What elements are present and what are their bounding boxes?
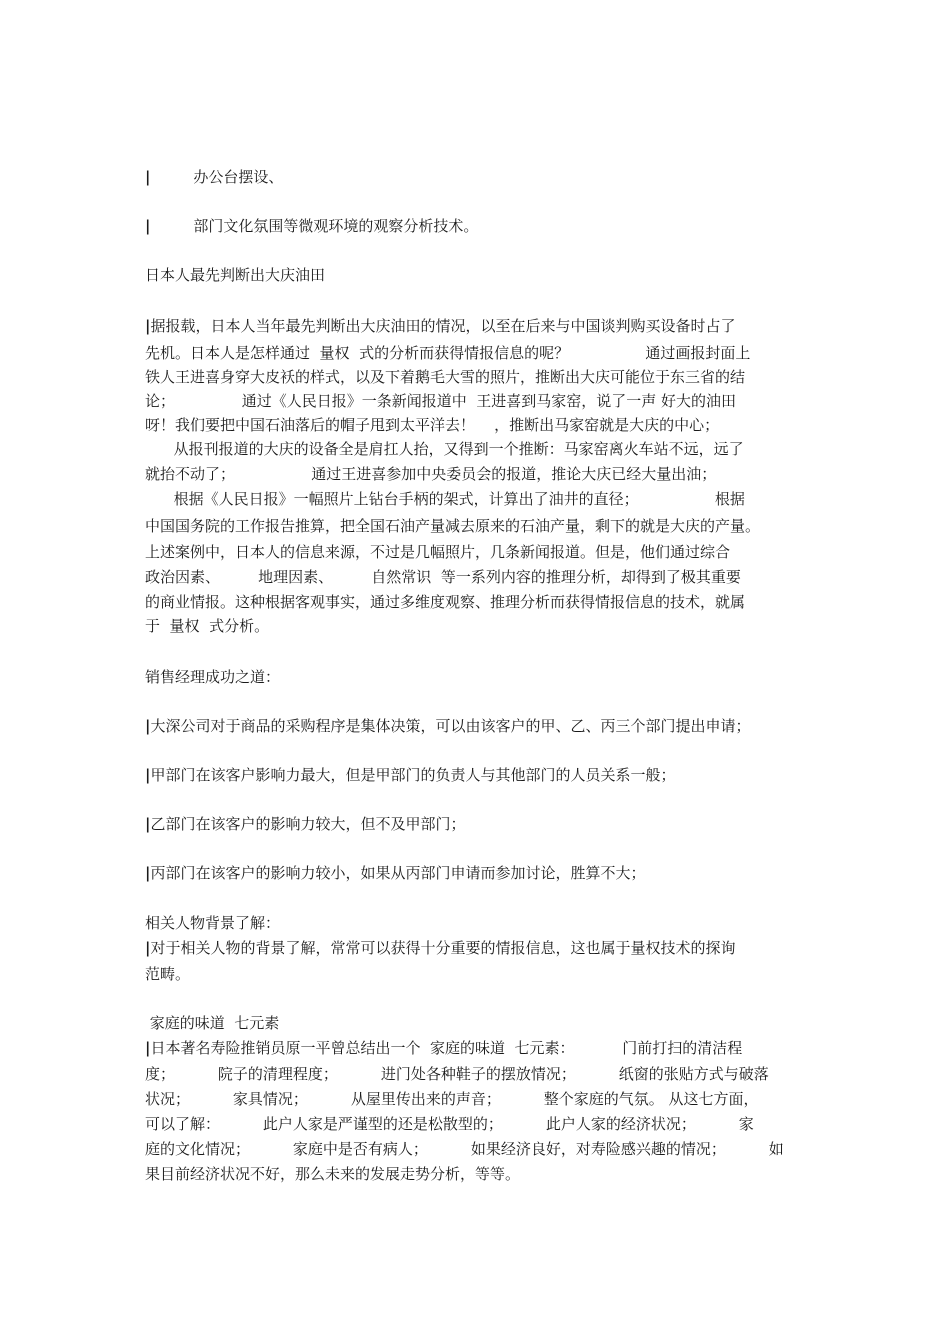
bullet-bar-icon: | xyxy=(145,815,151,833)
paragraph-line: 于 量权 式分析。 xyxy=(145,617,270,635)
paragraph-line: 上述案例中，日本人的信息来源，不过是几幅照片，几条新闻报道。但是，他们通过综合 xyxy=(145,543,731,561)
paragraph-line: 就抬不动了； 通过王进喜参加中央委员会的报道，推论大庆已经大量出油； xyxy=(145,465,717,483)
section-heading: 销售经理成功之道： xyxy=(145,668,281,686)
list-item: |大深公司对于商品的采购程序是集体决策，可以由该客户的甲、乙、丙三个部门提出申请； xyxy=(145,717,751,735)
list-item: |甲部门在该客户影响力最大，但是甲部门的负责人与其他部门的人员关系一般； xyxy=(145,766,676,784)
bullet-bar-icon: | xyxy=(145,217,151,235)
bullet-bar-icon: | xyxy=(145,939,151,957)
bullet-bar-icon: | xyxy=(145,168,151,186)
paragraph-line: 状况； 家具情况； 从屋里传出来的声音； 整个家庭的气氛。 从这七方面， xyxy=(145,1090,759,1108)
list-item: | 办公台摆设、 xyxy=(145,168,284,186)
paragraph-line: 根据《人民日报》一幅照片上钻台手柄的架式，计算出了油井的直径； 根据 xyxy=(145,490,745,508)
list-item: | 部门文化氛围等微观环境的观察分析技术。 xyxy=(145,217,479,235)
paragraph-line: 论； 通过《人民日报》一条新闻报道中 王进喜到马家窑，说了一声 好大的油田 xyxy=(145,392,737,410)
paragraph-line: 可以了解： 此户人家是严谨型的还是松散型的； 此户人家的经济状况； 家 xyxy=(145,1115,754,1133)
paragraph-line: 先机。日本人是怎样通过 量权 式的分析而获得情报信息的呢？ 通过画报封面上 xyxy=(145,344,751,362)
paragraph-line: 从报刊报道的大庆的设备全是肩扛人抬，又得到一个推断：马家窑离火车站不远，远了 xyxy=(145,440,744,458)
bullet-bar-icon: | xyxy=(145,717,151,735)
bullet-bar-icon: | xyxy=(145,766,151,784)
paragraph-line: 果目前经济状况不好，那么未来的发展走势分析，等等。 xyxy=(145,1165,521,1183)
paragraph-line: 中国国务院的工作报告推算，把全国石油产量减去原来的石油产量，剩下的就是大庆的产量。 xyxy=(145,517,761,535)
bullet-bar-icon: | xyxy=(145,864,151,882)
list-item: |乙部门在该客户的影响力较大，但不及甲部门； xyxy=(145,815,466,833)
section-heading: 日本人最先判断出大庆油田 xyxy=(145,266,326,284)
section-heading: 家庭的味道 七元素 xyxy=(145,1014,280,1032)
paragraph-line: 铁人王进喜身穿大皮袄的样式，以及下着鹅毛大雪的照片，推断出大庆可能位于东三省的结 xyxy=(145,368,746,386)
paragraph-line: |据报载，日本人当年最先判断出大庆油田的情况，以至在后来与中国谈判购买设备时占了 xyxy=(145,317,736,335)
section-heading: 相关人物背景了解： xyxy=(145,914,281,932)
paragraph-line: |日本著名寿险推销员原一平曾总结出一个 家庭的味道 七元素： 门前打扫的清洁程 xyxy=(145,1039,743,1057)
list-item: |丙部门在该客户的影响力较小，如果从丙部门申请而参加讨论，胜算不大； xyxy=(145,864,646,882)
paragraph-line: 范畴。 xyxy=(145,965,191,983)
paragraph-line: 呀！我们要把中国石油落后的帽子甩到太平洋去！ ，推断出马家窑就是大庆的中心； xyxy=(145,416,720,434)
bullet-bar-icon: | xyxy=(145,317,151,335)
paragraph-line: 政治因素、 地理因素、 自然常识 等一系列内容的推理分析，却得到了极其重要 xyxy=(145,568,741,586)
paragraph-line: 庭的文化情况； 家庭中是否有病人； 如果经济良好，对寿险感兴趣的情况； 如 xyxy=(145,1140,784,1158)
paragraph-line: 的商业情报。这种根据客观事实，通过多维度观察、推理分析而获得情报信息的技术，就属 xyxy=(145,593,746,611)
bullet-bar-icon: | xyxy=(145,1039,151,1057)
paragraph-line: |对于相关人物的背景了解，常常可以获得十分重要的情报信息，这也属于量权技术的探询 xyxy=(145,939,736,957)
paragraph-line: 度； 院子的清理程度； 进门处各种鞋子的摆放情况； 纸窗的张贴方式与破落 xyxy=(145,1065,769,1083)
